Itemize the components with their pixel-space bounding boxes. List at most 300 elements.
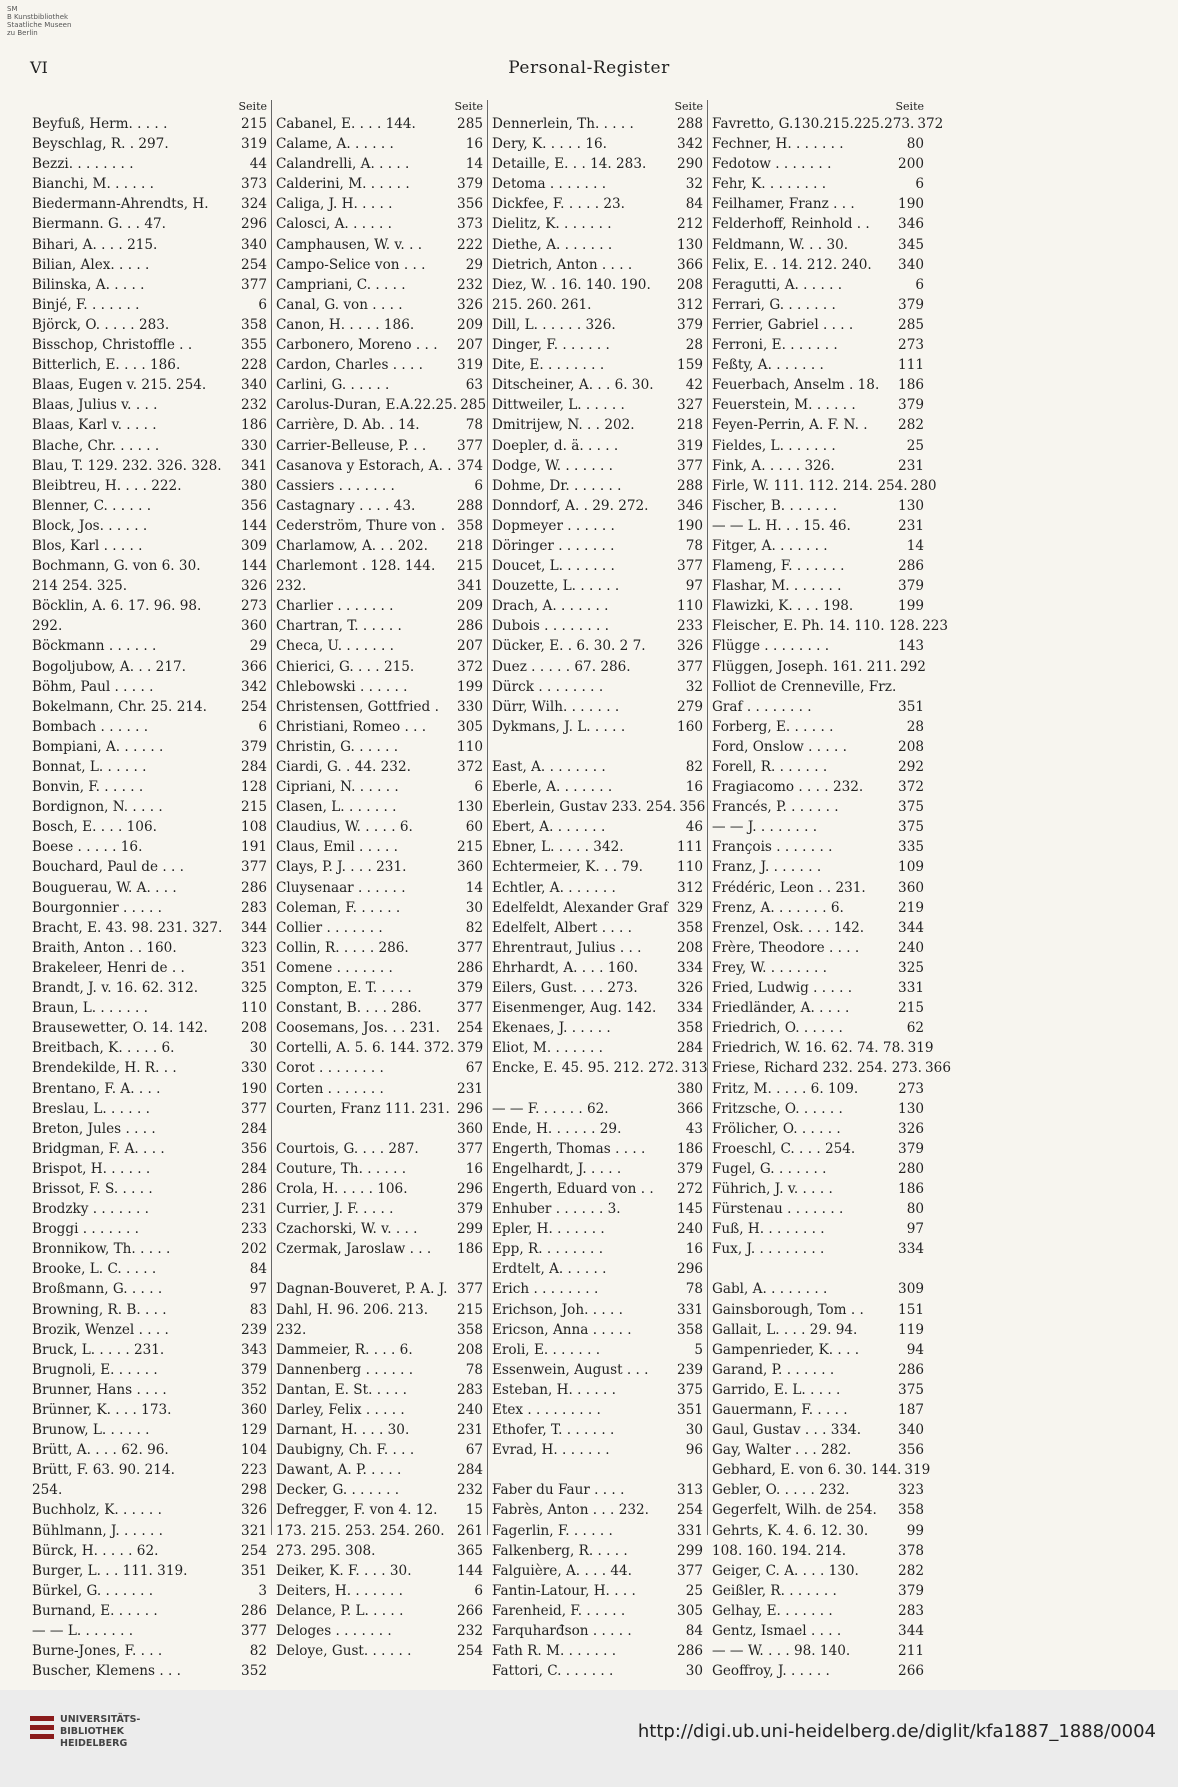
index-entry — [276, 1521, 483, 1541]
index-entry — [712, 636, 924, 656]
entry-name: Erdtelt, A. . . . . . — [492, 1261, 607, 1278]
index-entry — [492, 1340, 703, 1360]
entry-name: Ekenaes, J. . . . . . — [492, 1020, 611, 1037]
entry-pages: 130 — [898, 497, 924, 514]
entry-pages: 377 — [457, 437, 483, 454]
entry-pages: 360 — [898, 879, 924, 896]
entry-pages: 187 — [898, 1402, 924, 1418]
entry-name: Cederström, Thure von . — [276, 517, 446, 534]
entry-pages: 379 — [457, 980, 483, 997]
entry-name: Fürstenau . . . . . . . — [712, 1201, 844, 1218]
entry-name: Courten, Franz 111. 231. — [276, 1100, 450, 1117]
entry-pages: 111 — [898, 357, 924, 374]
entry-pages: 25 — [906, 437, 924, 454]
entry-pages: 208 — [457, 1341, 483, 1358]
entry-pages: 130 — [898, 1100, 924, 1117]
entry-name: 232. — [276, 1321, 307, 1338]
entry-pages: 286 — [677, 1643, 703, 1660]
entry-name: 215. 260. 261. — [492, 296, 592, 313]
entry-name: Dery, K. . . . . 16. — [492, 136, 607, 153]
entry-pages: 298 — [241, 1482, 267, 1499]
entry-pages: 378 — [898, 1542, 924, 1559]
entry-pages: 273 — [241, 598, 267, 615]
index-entry — [276, 1480, 483, 1500]
index-entry — [712, 657, 924, 677]
entry-pages: 324 — [241, 196, 267, 213]
entry-name: Deloges . . . . . . . — [276, 1623, 392, 1640]
entry-pages: 285 — [898, 316, 924, 333]
entry-pages: 356 — [457, 196, 483, 213]
index-entry — [276, 395, 487, 415]
index-entry — [276, 1400, 483, 1420]
index-entry — [32, 214, 267, 234]
entry-name: Erichson, Joh. . . . . — [492, 1301, 623, 1318]
index-entry — [492, 315, 703, 335]
index-entry — [32, 1521, 267, 1541]
index-entry — [492, 576, 703, 596]
entry-pages: 215 — [457, 839, 483, 856]
index-entry — [712, 1621, 924, 1641]
entry-pages: 375 — [898, 819, 924, 836]
entry-name: Farquharđson . . . . . — [492, 1623, 632, 1640]
entry-name: Farenheid, F. . . . . . — [492, 1602, 626, 1619]
entry-pages: 351 — [677, 1402, 703, 1418]
entry-name: Geißler, R. . . . . . . — [712, 1582, 837, 1599]
entry-pages: 351 — [241, 1562, 267, 1579]
entry-name: Flüggen, Joseph. 161. 211. — [712, 658, 897, 675]
entry-name: Felderhoff, Reinhold . . — [712, 216, 870, 233]
entry-name: Franz, J. . . . . . . — [712, 859, 822, 876]
index-entry — [492, 275, 703, 295]
entry-pages: 3 — [258, 1582, 267, 1599]
entry-name: Corot . . . . . . . . — [276, 1060, 384, 1077]
entry-pages: 366 — [677, 256, 703, 273]
index-entry — [712, 1581, 924, 1601]
entry-pages: 240 — [457, 1402, 483, 1418]
entry-pages: 228 — [241, 357, 267, 374]
index-entry — [32, 1480, 267, 1500]
index-entry — [712, 1159, 924, 1179]
index-entry — [712, 757, 924, 777]
entry-pages: 144 — [241, 517, 267, 534]
entry-name: Gelhay, E. . . . . . . — [712, 1602, 833, 1619]
index-entry — [276, 1641, 483, 1661]
index-column — [488, 100, 708, 1680]
entry-pages: 335 — [898, 839, 924, 856]
entry-pages: 6 — [474, 1582, 483, 1599]
entry-name: Broßmann, G. . . . . — [32, 1281, 163, 1298]
entry-pages: 151 — [898, 1301, 924, 1318]
index-entry — [492, 998, 703, 1018]
entry-name: Gallait, L. . . . 29. 94. — [712, 1321, 858, 1338]
index-entry — [492, 556, 703, 576]
entry-name: Feyen-Perrin, A. F. N. . — [712, 417, 868, 434]
entry-name: Braun, L. . . . . . . — [32, 1000, 148, 1017]
index-entry — [32, 797, 267, 817]
entry-name: Blos, Karl . . . . . — [32, 537, 143, 554]
index-entry — [712, 857, 924, 877]
entry-pages: 42 — [685, 377, 703, 394]
entry-pages: 299 — [457, 1221, 483, 1238]
index-entry — [492, 395, 703, 415]
index-entry — [712, 235, 924, 255]
entry-name: Björck, O. . . . . 283. — [32, 316, 170, 333]
entry-pages: 334 — [677, 1000, 703, 1017]
entry-pages: 326 — [241, 578, 267, 595]
entry-pages: 288 — [677, 116, 703, 132]
index-entry — [492, 636, 703, 656]
entry-pages: 286 — [457, 959, 483, 976]
index-entry — [712, 255, 924, 275]
entry-pages: 327 — [677, 397, 703, 414]
index-entry — [492, 1219, 703, 1239]
entry-name: Dietrich, Anton . . . . — [492, 256, 633, 273]
entry-name: Dennerlein, Th. . . . . — [492, 116, 634, 132]
entry-pages: 326 — [677, 638, 703, 655]
section-gap — [492, 1460, 703, 1480]
entry-name: Feldmann, W. . . 30. — [712, 236, 849, 253]
entry-name: Dielitz, K. . . . . . . — [492, 216, 612, 233]
entry-name: Braith, Anton . . 160. — [32, 939, 177, 956]
entry-pages: 340 — [241, 377, 267, 394]
entry-name: Engerth, Eduard von . . — [492, 1180, 654, 1197]
entry-name: Collier . . . . . . . — [276, 919, 383, 936]
entry-pages: 372 — [917, 116, 944, 132]
index-entry — [712, 737, 924, 757]
entry-name: Collin, R. . . . . 286. — [276, 939, 409, 956]
index-entry — [492, 174, 703, 194]
entry-name: Brütt, A. . . . 62. 96. — [32, 1442, 169, 1459]
entry-name: Dill, L. . . . . . 326. — [492, 316, 616, 333]
entry-name: Bühlmann, J. . . . . . — [32, 1522, 163, 1539]
stamp-line: Staatliche Museen — [7, 21, 72, 29]
entry-pages: 360 — [241, 1402, 267, 1418]
entry-name: Böhm, Paul . . . . . — [32, 678, 154, 695]
section-gap — [712, 1259, 924, 1279]
entry-name: Brunner, Hans . . . . — [32, 1381, 167, 1398]
entry-pages: 283 — [457, 1381, 483, 1398]
entry-name: Clays, P. J. . . . 231. — [276, 859, 407, 876]
index-entry — [712, 1500, 924, 1520]
entry-name: Doucet, L. . . . . . . — [492, 558, 615, 575]
entry-name: Campriani, C. . . . . — [276, 276, 406, 293]
index-entry — [276, 1440, 483, 1460]
entry-name: Claus, Emil . . . . . — [276, 839, 398, 856]
index-entry — [492, 1601, 703, 1621]
index-entry — [276, 918, 483, 938]
entry-name: Diethe, A. . . . . . . — [492, 236, 613, 253]
entry-name: Friedrich, W. 16. 62. 74. 78. — [712, 1040, 905, 1057]
entry-pages: 223 — [241, 1462, 267, 1479]
index-entry — [32, 235, 267, 255]
entry-name: Boese . . . . . 16. — [32, 839, 143, 856]
entry-name: Ciardi, G. . 44. 232. — [276, 759, 411, 775]
index-entry — [276, 1380, 483, 1400]
index-entry — [32, 476, 267, 496]
index-entry — [492, 837, 703, 857]
index-entry — [712, 1038, 934, 1058]
entry-name: Echtermeier, K. . . 79. — [492, 859, 643, 876]
index-entry — [712, 1320, 924, 1340]
entry-name: Feilhamer, Franz . . . — [712, 196, 855, 213]
entry-pages: 14 — [465, 879, 483, 896]
index-entry — [32, 1179, 267, 1199]
entry-name: Beyfuß, Herm. . . . . — [32, 116, 168, 132]
index-entry — [32, 1119, 267, 1139]
entry-name: Falguière, A. . . . 44. — [492, 1562, 632, 1579]
entry-name: Frenz, A. . . . . . . 6. — [712, 899, 844, 916]
entry-pages: 82 — [465, 919, 483, 936]
entry-name: Falkenberg, R. . . . . — [492, 1542, 628, 1559]
entry-name: Canon, H. . . . . 186. — [276, 316, 415, 333]
entry-pages: 356 — [679, 799, 706, 816]
entry-pages: 373 — [457, 216, 483, 233]
entry-name: Frey, W. . . . . . . . — [712, 959, 827, 976]
index-entry — [492, 717, 703, 737]
entry-pages: 160 — [677, 718, 703, 735]
index-entry — [276, 1199, 483, 1219]
index-entry — [712, 1440, 924, 1460]
entry-pages: 365 — [457, 1542, 483, 1559]
entry-name: Essenwein, August . . . — [492, 1361, 649, 1378]
entry-pages: 377 — [457, 939, 483, 956]
entry-name: Eisenmenger, Aug. 142. — [492, 1000, 657, 1017]
entry-pages: 325 — [241, 980, 267, 997]
entry-name: Checa, U. . . . . . . — [276, 638, 394, 655]
entry-pages: 379 — [898, 296, 924, 313]
entry-name: Darnant, H. . . . 30. — [276, 1422, 410, 1439]
entry-name: Dickfee, F. . . . . 23. — [492, 196, 626, 213]
entry-name: Evrad, H. . . . . . . — [492, 1442, 610, 1459]
entry-name: Charlier . . . . . . . — [276, 598, 394, 615]
entry-name: Ende, H. . . . . . 29. — [492, 1120, 622, 1137]
entry-name: Bouchard, Paul de . . . — [32, 859, 184, 876]
entry-pages: 352 — [241, 1663, 267, 1680]
entry-pages: 340 — [898, 256, 924, 273]
entry-name: Crola, H. . . . . 106. — [276, 1180, 408, 1197]
index-entry — [712, 677, 924, 697]
entry-pages: 377 — [677, 457, 703, 474]
entry-name: Brugnoli, E. . . . . . — [32, 1361, 158, 1378]
entry-pages: 360 — [457, 1120, 483, 1137]
entry-pages: 379 — [898, 1582, 924, 1599]
entry-name: Defregger, F. von 4. 12. — [276, 1502, 438, 1519]
entry-pages: 377 — [677, 1562, 703, 1579]
entry-name: Fritz, M. . . . . 6. 109. — [712, 1080, 859, 1097]
index-entry — [32, 456, 267, 476]
entry-pages: 231 — [457, 1422, 483, 1439]
entry-name: Donndorf, A. . 29. 272. — [492, 497, 649, 514]
entry-name: Fried, Ludwig . . . . . — [712, 980, 853, 997]
index-entry — [492, 476, 703, 496]
index-entry — [276, 536, 483, 556]
index-entry — [32, 1018, 267, 1038]
entry-name: Gabl, A. . . . . . . . — [712, 1281, 828, 1298]
entry-name: Forell, R. . . . . . . — [712, 759, 828, 775]
entry-name: Graf . . . . . . . . — [712, 698, 812, 715]
entry-name: — — J. . . . . . . . — [712, 819, 818, 836]
entry-pages: 330 — [241, 437, 267, 454]
index-entry — [492, 1500, 703, 1520]
entry-pages: 97 — [249, 1281, 267, 1298]
index-entry — [492, 616, 703, 636]
page-title: Personal-Register — [508, 58, 670, 78]
entry-name: Binjé, F. . . . . . . — [32, 296, 140, 313]
index-entry — [276, 1279, 483, 1299]
entry-pages: 82 — [685, 759, 703, 775]
entry-pages: 366 — [241, 658, 267, 675]
entry-pages: 351 — [898, 698, 924, 715]
index-entry — [492, 1661, 703, 1681]
entry-name: Eberle, A. . . . . . . — [492, 779, 613, 796]
index-entry — [32, 1400, 267, 1420]
entry-name: Firle, W. 111. 112. 214. 254. — [712, 477, 908, 494]
entry-name: Bordignon, N. . . . . — [32, 799, 163, 816]
entry-pages: 84 — [685, 1623, 703, 1640]
entry-name: Flameng, F. . . . . . . — [712, 558, 845, 575]
entry-pages: 312 — [677, 296, 703, 313]
entry-name: Dite, E. . . . . . . . — [492, 357, 605, 374]
entry-pages: 80 — [906, 1201, 924, 1218]
entry-pages: 323 — [898, 1482, 924, 1499]
entry-name: Fischer, B. . . . . . . — [712, 497, 837, 514]
entry-name: Brodzky . . . . . . . — [32, 1201, 149, 1218]
index-entry — [492, 857, 703, 877]
entry-name: Deiters, H. . . . . . . — [276, 1582, 403, 1599]
entry-name: 108. 160. 194. 214. — [712, 1542, 847, 1559]
index-entry — [32, 596, 267, 616]
entry-name: Bianchi, M. . . . . . — [32, 176, 155, 193]
entry-pages: 208 — [241, 1020, 267, 1037]
entry-pages: 215 — [898, 1000, 924, 1017]
index-entry — [32, 1139, 267, 1159]
entry-pages: 254 — [677, 1502, 703, 1519]
entry-pages: 46 — [685, 819, 703, 836]
index-entry — [276, 1038, 483, 1058]
entry-name: Geoffroy, J. . . . . . — [712, 1663, 830, 1680]
entry-pages: 219 — [898, 899, 924, 916]
entry-pages: 232 — [457, 1623, 483, 1640]
index-entry — [32, 415, 267, 435]
entry-name: Dopmeyer . . . . . . — [492, 517, 615, 534]
index-entry — [492, 496, 703, 516]
entry-name: Calderini, M. . . . . . — [276, 176, 410, 193]
entry-pages: 319 — [457, 357, 483, 374]
entry-name: Bürck, H. . . . . 62. — [32, 1542, 159, 1559]
index-entry — [32, 335, 267, 355]
index-entry — [276, 235, 483, 255]
index-entry — [492, 1320, 703, 1340]
entry-name: Flawizki, K. . . . 198. — [712, 598, 854, 615]
entry-name: Comene . . . . . . . — [276, 959, 393, 976]
entry-pages: 331 — [677, 1522, 703, 1539]
running-header — [0, 58, 1178, 82]
entry-pages: 358 — [677, 919, 703, 936]
index-entry — [712, 1400, 924, 1420]
entry-name: Bronnikow, Th. . . . . — [32, 1241, 171, 1258]
index-entry — [712, 777, 924, 797]
entry-name: Bihari, A. . . . 215. — [32, 236, 158, 253]
entry-pages: 344 — [241, 919, 267, 936]
index-entry — [276, 1159, 483, 1179]
index-entry — [712, 516, 924, 536]
index-entry — [712, 998, 924, 1018]
entry-name: Brakeleer, Henri de . . — [32, 959, 185, 976]
index-entry — [32, 998, 267, 1018]
entry-name: Bitterlich, E. . . . 186. — [32, 357, 181, 374]
entry-pages: 284 — [241, 1120, 267, 1137]
entry-name: 173. 215. 253. 254. 260. — [276, 1522, 445, 1539]
index-entry — [492, 1279, 703, 1299]
entry-name: Compton, E. T. . . . . — [276, 980, 412, 997]
index-entry — [276, 415, 483, 435]
entry-name: Ferrari, G. . . . . . . — [712, 296, 836, 313]
entry-name: Cardon, Charles . . . . — [276, 357, 423, 374]
index-entry — [492, 415, 703, 435]
entry-pages: 379 — [677, 316, 703, 333]
index-entry — [712, 837, 924, 857]
entry-pages: 355 — [241, 337, 267, 354]
index-entry — [32, 536, 267, 556]
entry-name: Chartran, T. . . . . . — [276, 618, 402, 635]
entry-pages: 119 — [898, 1321, 924, 1338]
entry-pages: 288 — [457, 497, 483, 514]
index-entry — [276, 1058, 483, 1078]
entry-name: Gaul, Gustav . . . 334. — [712, 1422, 862, 1439]
entry-pages: 377 — [241, 859, 267, 876]
entry-pages: 211 — [898, 1643, 924, 1660]
entry-name: Eberlein, Gustav 233. 254. — [492, 799, 677, 816]
entry-name: Breitbach, K. . . . . 6. — [32, 1040, 175, 1057]
permalink-url[interactable]: http://digi.ub.uni-heidelberg.de/diglit/kfa1887_1888/0004 — [637, 1721, 1156, 1742]
index-entry — [492, 516, 703, 536]
entry-name: Brozik, Wenzel . . . . — [32, 1321, 169, 1338]
entry-name: Garand, P. . . . . . . — [712, 1361, 835, 1378]
entry-name: Bompiani, A. . . . . . — [32, 738, 164, 755]
index-entry — [32, 1320, 267, 1340]
index-entry — [32, 938, 267, 958]
entry-pages: 232 — [457, 1482, 483, 1499]
entry-name: Chlebowski . . . . . . — [276, 678, 408, 695]
institution-name — [60, 1714, 140, 1750]
entry-name: Bilinska, A. . . . . — [32, 276, 145, 293]
index-entry — [32, 1541, 267, 1561]
entry-name: Blaas, Julius v. . . . — [32, 397, 158, 414]
index-entry — [32, 1239, 267, 1259]
entry-name: Delance, P. L. . . . . — [276, 1602, 404, 1619]
entry-name: Bracht, E. 43. 98. 231. 327. — [32, 919, 223, 936]
index-entry — [712, 1058, 951, 1078]
entry-name: Fleischer, E. Ph. 14. 110. 128. — [712, 618, 920, 635]
index-entry — [712, 576, 924, 596]
entry-name: Decker, G. . . . . . . — [276, 1482, 400, 1499]
entry-pages: 254 — [241, 698, 267, 715]
index-entry — [32, 154, 267, 174]
entry-pages: 326 — [241, 1502, 267, 1519]
entry-pages: 305 — [457, 718, 483, 735]
entry-pages: 130 — [677, 236, 703, 253]
entry-name: Carrier-Belleuse, P. . . — [276, 437, 427, 454]
index-entry — [712, 1239, 924, 1259]
entry-name: Calandrelli, A. . . . . — [276, 156, 410, 173]
entry-pages: 14 — [465, 156, 483, 173]
entry-pages: 358 — [457, 517, 483, 534]
index-entry — [276, 1360, 483, 1380]
entry-pages: 299 — [677, 1542, 703, 1559]
index-entry — [492, 596, 703, 616]
entry-pages: 341 — [241, 457, 267, 474]
entry-pages: 215 — [241, 799, 267, 816]
